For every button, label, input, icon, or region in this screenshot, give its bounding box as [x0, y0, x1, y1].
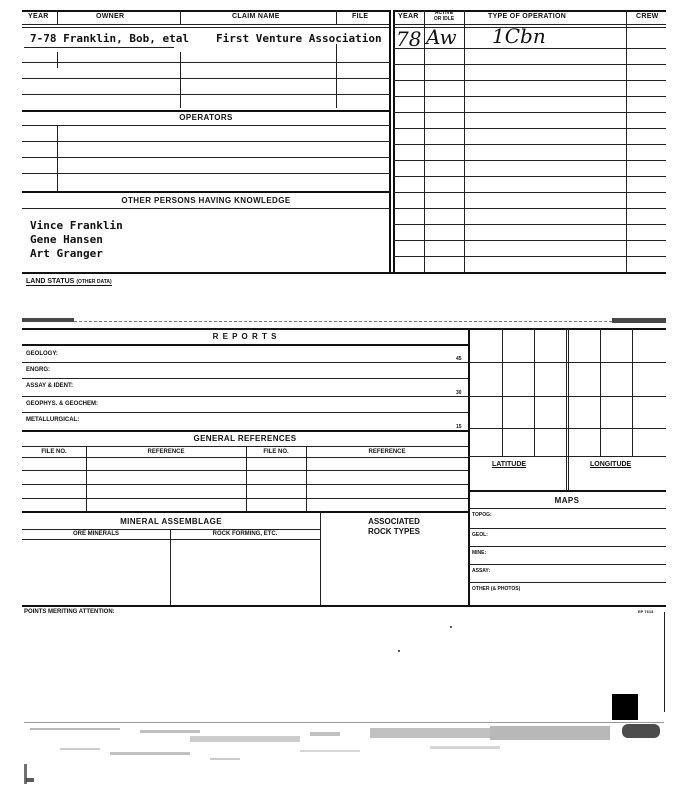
- entry-hand-type: 1Cbn: [492, 24, 546, 48]
- land-status-label: [26, 278, 112, 286]
- report-num-geology: 45: [456, 356, 462, 362]
- entry-hand-active: Aw: [426, 25, 457, 49]
- mineral-assemblage-title: MINERAL ASSEMBLAGE: [120, 517, 222, 526]
- associated-rock-types-2: ROCK TYPES: [367, 527, 420, 536]
- report-label-assay: ASSAY & IDENT:: [26, 383, 74, 389]
- gr-col-reference-2: REFERENCE: [368, 449, 406, 455]
- other-person-name: Gene Hansen: [30, 233, 103, 246]
- rock-forming-label: ROCK FORMING, ETC.: [212, 531, 278, 537]
- report-num-assay: 30: [456, 390, 462, 396]
- header-year: YEAR: [28, 13, 49, 20]
- report-label-engrg: ENGRG:: [26, 367, 50, 373]
- report-label-geology: GEOLOGY:: [26, 351, 58, 357]
- gr-col-reference-1: REFERENCE: [147, 449, 185, 455]
- maps-mine: MINE:: [472, 550, 487, 556]
- associated-rock-types-1: ASSOCIATED: [368, 517, 420, 526]
- entry-year-owner: 7-78 Franklin, Bob, etal: [30, 32, 189, 45]
- reports-title: R E P O R T S: [212, 332, 278, 341]
- header-type-of-operation: TYPE OF OPERATION: [488, 13, 567, 20]
- land-status-sub: (OTHER DATA): [76, 279, 112, 285]
- maps-topog: TOPOG:: [472, 512, 492, 518]
- report-num-metallurgical: 15: [456, 424, 462, 430]
- maps-title: MAPS: [554, 496, 580, 505]
- entry-claim-name: First Venture Association: [216, 32, 382, 45]
- header-crew: CREW: [636, 13, 659, 20]
- land-status-title: LAND STATUS: [26, 278, 75, 285]
- maps-assay: ASSAY:: [472, 568, 491, 574]
- other-person-name: Art Granger: [30, 247, 103, 260]
- longitude-label: LONGITUDE: [590, 461, 632, 468]
- latitude-label: LATITUDE: [492, 461, 527, 468]
- operators-title: OPERATORS: [179, 113, 233, 122]
- maps-geol: GEOL:: [472, 532, 488, 538]
- ore-minerals-label: ORE MINERALS: [72, 531, 119, 537]
- other-person-name: Vince Franklin: [30, 219, 123, 232]
- points-meriting-attention: POINTS MERITING ATTENTION:: [24, 609, 115, 615]
- entry-hand-year: 78: [396, 27, 422, 51]
- header-claim-name: CLAIM NAME: [232, 13, 280, 20]
- gr-col-file-no-2: FILE NO.: [263, 449, 289, 455]
- report-label-metallurgical: METALLURGICAL:: [26, 417, 80, 423]
- header-file: FILE: [352, 13, 369, 20]
- header-or-idle: OR IDLE: [433, 16, 455, 22]
- report-label-geophys: GEOPHYS. & GEOCHEM:: [26, 401, 99, 407]
- header-active: ACTIVE: [434, 10, 454, 16]
- header-year-2: YEAR: [398, 13, 419, 20]
- other-persons-title: OTHER PERSONS HAVING KNOWLEDGE: [121, 196, 291, 205]
- general-references-title: GENERAL REFERENCES: [193, 434, 297, 443]
- gr-col-file-no-1: FILE NO.: [41, 449, 67, 455]
- form-number: EP 7613: [638, 609, 654, 614]
- maps-other: OTHER (& PHOTOS): [472, 586, 521, 592]
- header-owner: OWNER: [96, 13, 125, 20]
